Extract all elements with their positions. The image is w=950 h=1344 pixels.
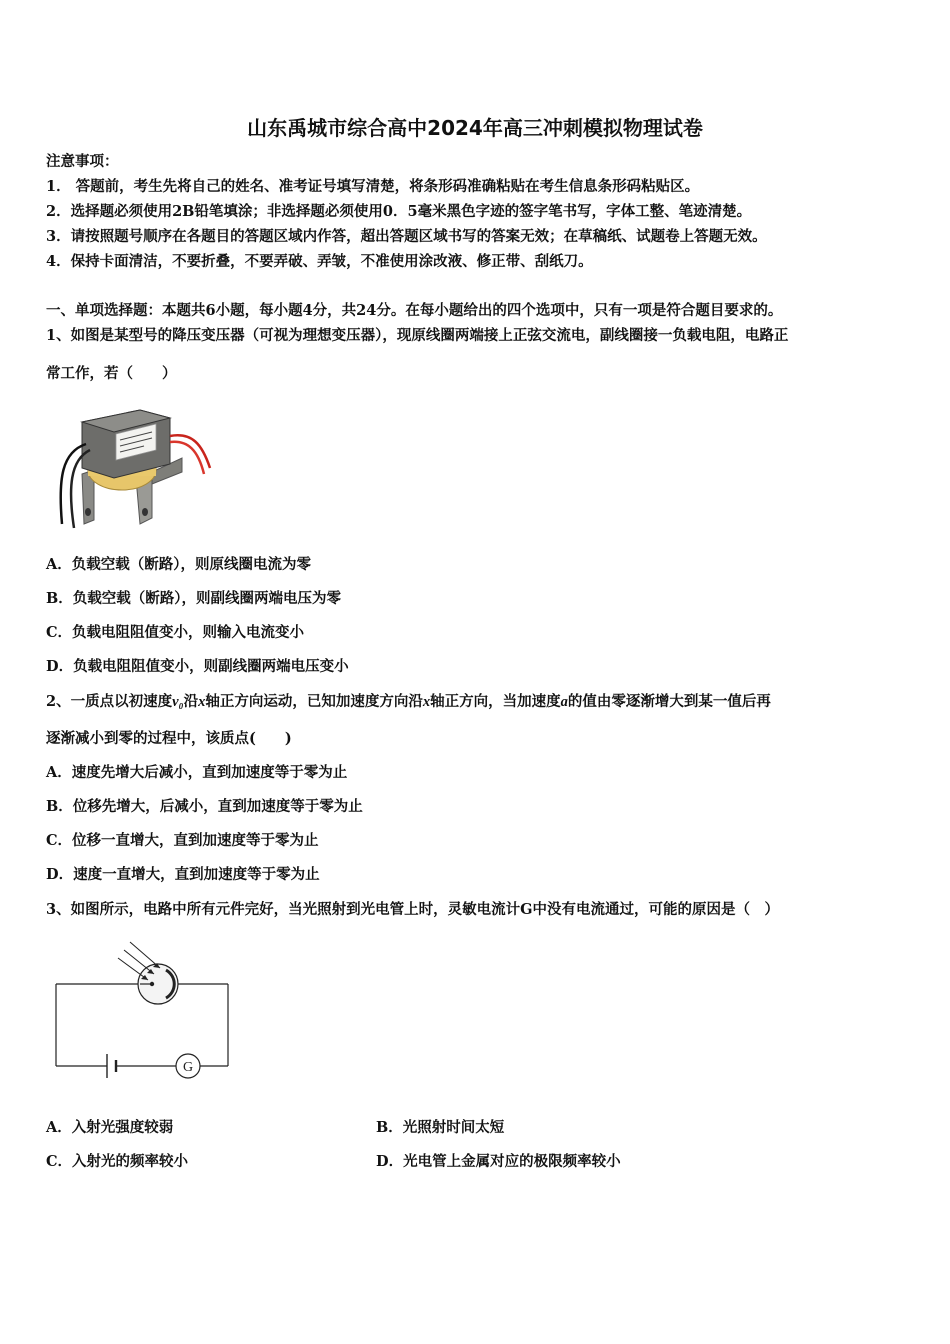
q3-option-b: B．光照射时间太短	[376, 1119, 505, 1136]
q2-option-d: D．速度一直增大，直到加速度等于零为止	[46, 866, 320, 883]
notice-item-2: 2．选择题必须使用2B铅笔填涂；非选择题必须使用0．5毫米黑色字迹的签字笔书写，字体工整、笔迹清楚。	[46, 203, 752, 220]
notice-item-3: 3．请按照题号顺序在各题目的答题区域内作答，超出答题区域书写的答案无效；在草稿纸、试题卷上答题无效。	[46, 228, 767, 245]
q2-stem-text: 的值由零逐渐增大到某一值后再	[567, 693, 771, 710]
q2-stem-text: 轴正方向，当加速度	[430, 693, 561, 710]
q1-stem-line2: 常工作，若（ ）	[46, 365, 177, 382]
notice-heading: 注意事项：	[46, 153, 119, 170]
q3-option-a: A．入射光强度较弱	[46, 1119, 174, 1136]
photoelectric-circuit-diagram	[50, 938, 240, 1083]
q2-var-x: x	[198, 694, 206, 710]
transformer-image	[52, 392, 227, 532]
q2-var-a: a	[560, 694, 568, 710]
page-title: 山东禹城市综合高中2024年高三冲刺模拟物理试卷	[247, 116, 703, 140]
q1-option-c: C．负载电阻阻值变小，则输入电流变小	[46, 624, 305, 641]
q1-stem-line1: 1、如图是某型号的降压变压器（可视为理想变压器），现原线圈两端接上正弦交流电，副线圈接一负载电阻，电路正	[46, 327, 789, 344]
q2-var-v0: v₀	[172, 694, 184, 710]
q2-stem-text: 轴正方向运动，已知加速度方向沿	[205, 693, 423, 710]
q2-stem-text: 2、一质点以初速度	[46, 693, 173, 710]
q2-option-a: A．速度先增大后减小，直到加速度等于零为止	[46, 764, 348, 781]
q2-option-c: C．位移一直增大，直到加速度等于零为止	[46, 832, 319, 849]
q2-option-b: B．位移先增大，后减小，直到加速度等于零为止	[46, 798, 363, 815]
notice-item-4: 4．保持卡面清洁，不要折叠，不要弄破、弄皱，不准使用涂改液、修正带、刮纸刀。	[46, 253, 593, 270]
q3-stem: 3、如图所示，电路中所有元件完好，当光照射到光电管上时，灵敏电流计G中没有电流通过，可能的原因是（ ）	[46, 901, 779, 918]
galvanometer-label: G	[182, 1060, 194, 1075]
q1-option-a: A．负载空载（断路），则原线圈电流为零	[46, 556, 311, 573]
q2-var-x: x	[422, 694, 431, 710]
section-heading: 一、单项选择题：本题共6小题，每小题4分，共24分。在每小题给出的四个选项中，只有一项是符合题目要求的。	[46, 302, 783, 319]
q2-stem-line2: 逐渐减小到零的过程中，该质点( )	[46, 730, 292, 747]
notice-item-1: 1． 答题前，考生先将自己的姓名、准考证号填写清楚，将条形码准确粘贴在考生信息条形码粘贴区。	[46, 178, 700, 195]
q3-option-c: C．入射光的频率较小	[46, 1153, 189, 1170]
q1-option-b: B．负载空载（断路），则副线圈两端电压为零	[46, 590, 342, 607]
q1-option-d: D．负载电阻阻值变小，则副线圈两端电压变小	[46, 658, 349, 675]
q3-option-d: D．光电管上金属对应的极限频率较小	[376, 1153, 621, 1170]
q2-stem-line1	[46, 692, 771, 712]
q2-stem-text: 沿	[183, 693, 199, 710]
